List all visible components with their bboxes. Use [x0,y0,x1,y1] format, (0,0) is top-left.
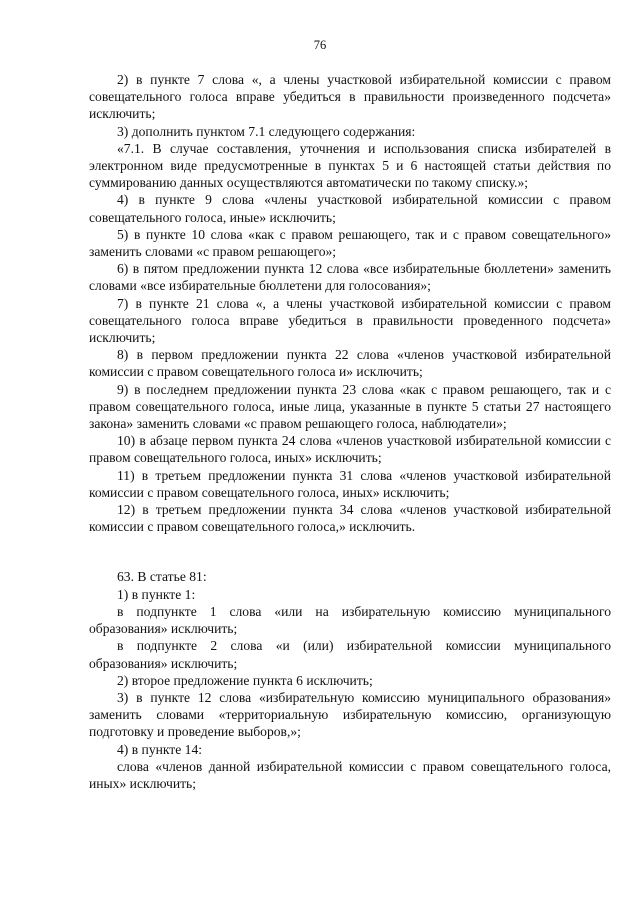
section-heading: 63. В статье 81: [117,569,207,585]
paragraph: 1) в пункте 1: [117,586,196,602]
paragraph: 4) в пункте 14: [117,741,203,757]
paragraph: 3) дополнить пунктом 7.1 следующего содержания: [117,123,416,139]
paragraph: в подпункте 2 слова «и (или) избирательной комиссии муниципального образования» исключить; [89,638,611,671]
paragraph: «7.1. В случае составления, уточнения и использования списка избирателей в электронном виде предусмотренные в пунктах 5 и 6 настоящей статьи действия по суммированию данных осуществляются автоматически по такому списку.»; [89,140,611,191]
paragraph: 4) в пункте 9 слова «члены участковой избирательной комиссии с правом совещательного голоса, иные» исключить; [89,192,611,225]
paragraph: 9) в последнем предложении пункта 23 слова «как с правом решающего, так и с правом совещательного голоса, иные лица, указанные в пункте 5 статьи 27 настоящего закона» заменить словами «с правом решающего голоса, наблюдатели»; [89,381,611,432]
paragraph: 11) в третьем предложении пункта 31 слова «членов участковой избирательной комиссии с правом совещательного голоса, иных» исключить; [89,467,611,500]
paragraph: 5) в пункте 10 слова «как с правом решающего, так и с правом совещательного» заменить словами «с правом решающего»; [89,226,611,260]
page-number: 76 [313,38,327,52]
section-gap [89,535,611,568]
paragraph: 6) в пятом предложении пункта 12 слова «все избирательные бюллетени» заменить словами «все избирательные бюллетени для голосования»; [89,261,611,294]
paragraph: 7) в пункте 21 слова «, а члены участковой избирательной комиссии с правом совещательного голоса вправе убедиться в правильности проведенного подсчета» исключить; [89,295,611,346]
paragraph: 2) в пункте 7 слова «, а члены участковой избирательной комиссии с правом совещательного голоса вправе убедиться в правильности произведенного подсчета» исключить; [89,72,611,122]
paragraph: 12) в третьем предложении пункта 34 слова «членов участковой избирательной комиссии с правом совещательного голоса,» исключить. [89,502,611,535]
paragraph: в подпункте 1 слова «или на избирательную комиссию муниципального образования» исключить; [89,603,611,637]
paragraph: 8) в первом предложении пункта 22 слова «членов участковой избирательной комиссии с правом совещательного голоса и» исключить; [89,347,611,380]
paragraph: 10) в абзаце первом пункта 24 слова «членов участковой избирательной комиссии с правом совещательного голоса, иных» исключить; [89,433,611,466]
paragraph: слова «членов данной избирательной комиссии с правом совещательного голоса, иных» исключить; [89,758,611,791]
paragraph: 2) второе предложение пункта 6 исключить; [117,672,373,688]
document-body [89,71,611,792]
paragraph: 3) в пункте 12 слова «избирательную комиссию муниципального образования» заменить словами «территориальную избирательную комиссию, организующую подготовку и проведение выборов,»; [89,689,611,740]
